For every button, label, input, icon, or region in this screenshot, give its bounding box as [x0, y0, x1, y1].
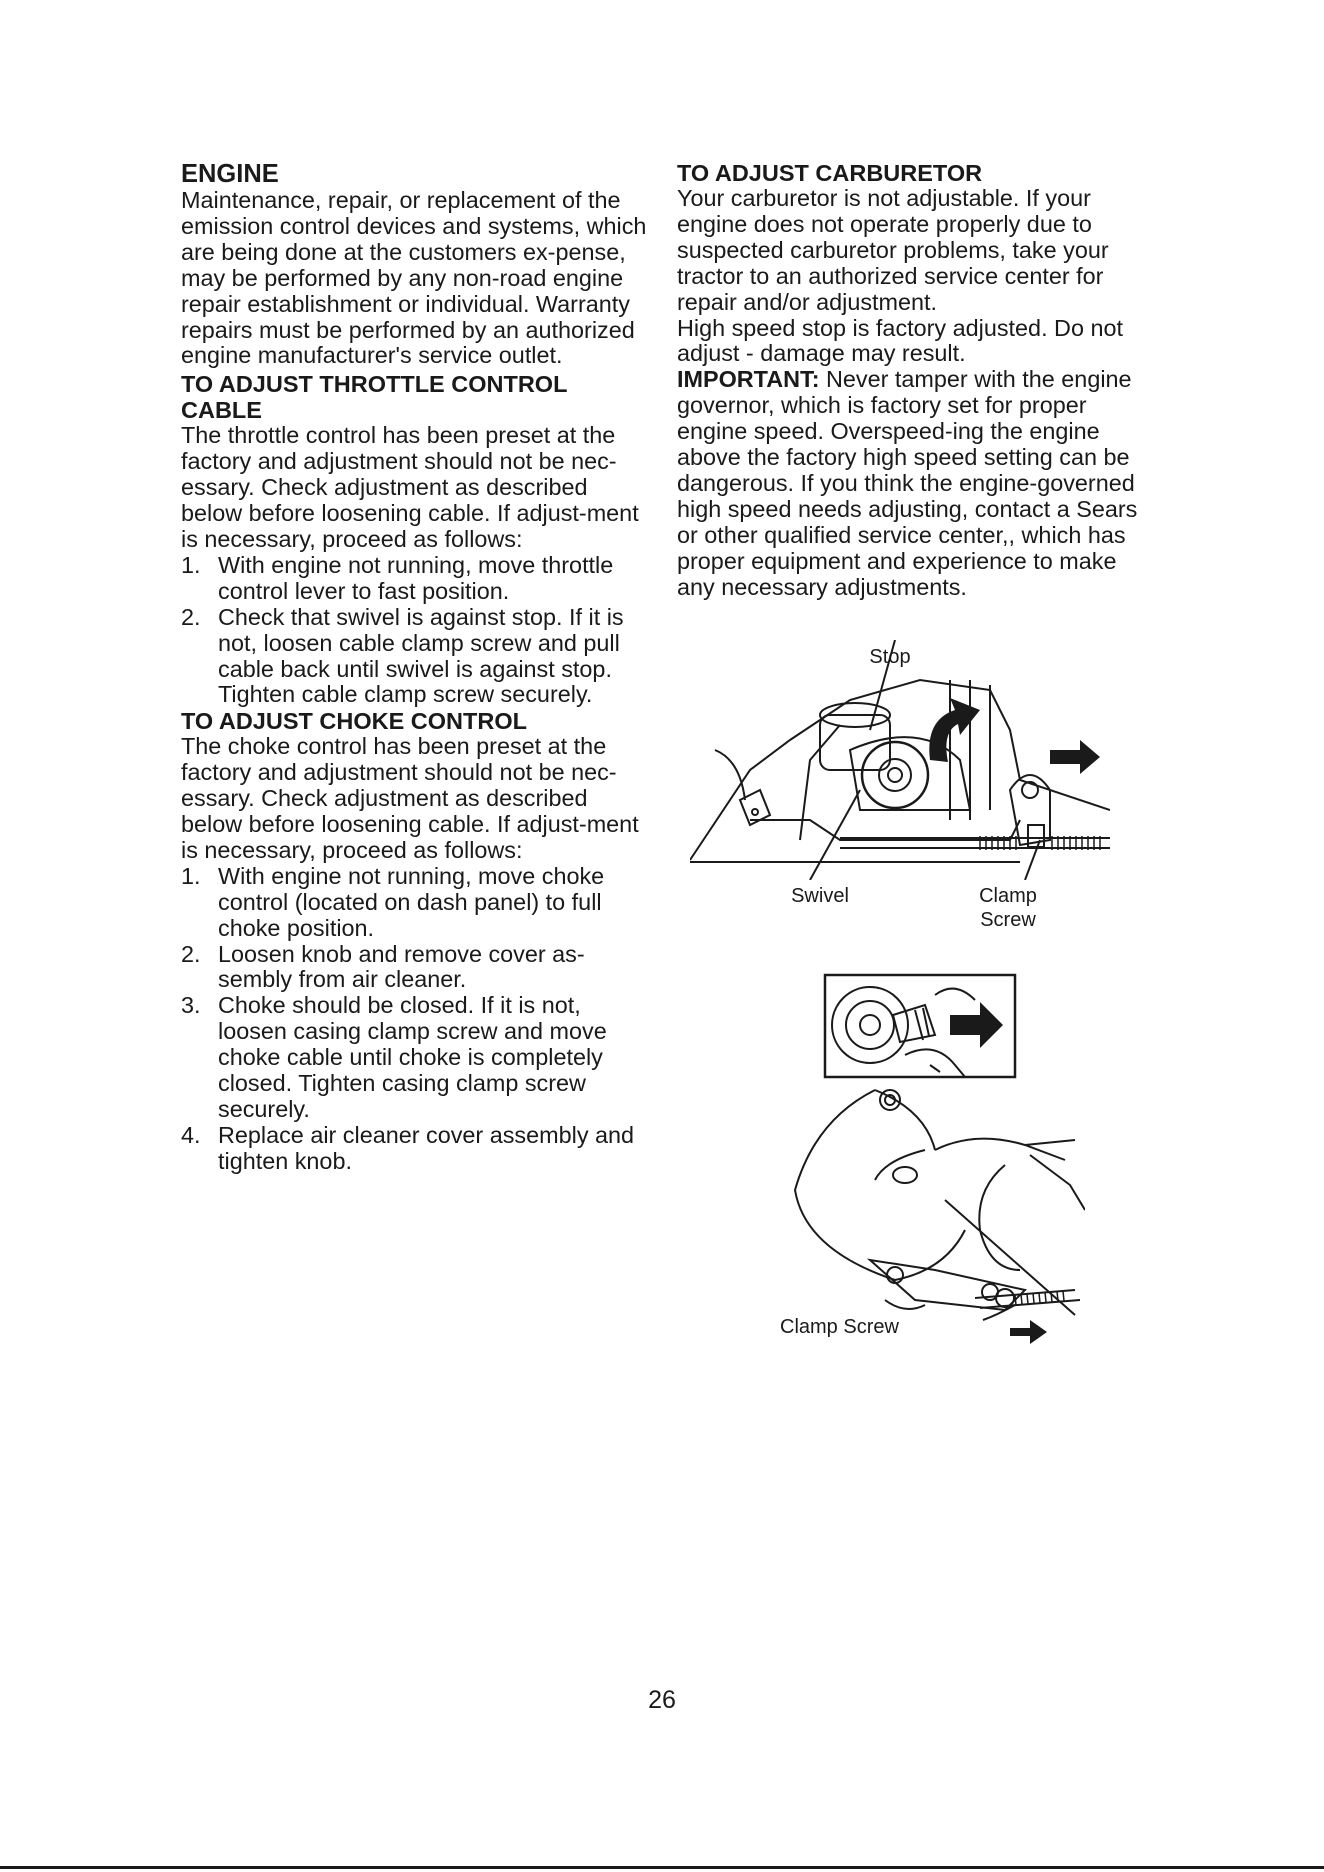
choke-body: The choke control has been preset at the factory and adjustment should not be nec-essary. Check adjustment as described below before loosening cable. If adjust-ment is necessary, proceed as follows:	[181, 733, 639, 863]
important-text: Never tamper with the engine governor, which is factory set for proper engine speed. Overspeed-ing the engine above the factory high speed setting can be dangerous. If you think the engine-governed high speed needs adjusting, contact a Sears or other qualified service center,, which has proper equipment and experience to make any necessary adjustments.	[677, 366, 1138, 600]
right-column	[677, 160, 1147, 601]
choke-step: 1. With engine not running, move choke control (located on dash panel) to full choke position.	[181, 862, 605, 941]
choke-heading: TO ADJUST CHOKE CONTROL	[181, 708, 527, 735]
screw-label: Screw	[980, 909, 1036, 931]
choke-step: 4. Replace air cleaner cover assembly and tighten knob.	[181, 1121, 635, 1174]
throttle-linkage-figure	[690, 640, 1110, 880]
clamp-label: Clamp	[979, 885, 1037, 907]
throttle-steps	[181, 553, 651, 708]
carburetor-paragraph-1: Your carburetor is not adjustable. If your engine does not operate properly due to suspected carburetor problems, take your tractor to an authorized service center for repair and/or adjustment.	[677, 185, 1109, 315]
choke-cable-figure	[775, 970, 1085, 1350]
choke-step: 2. Loosen knob and remove cover as-sembly from air cleaner.	[181, 940, 585, 993]
throttle-body: The throttle control has been preset at the factory and adjustment should not be nec-essary. Check adjustment as described below before loosening cable. If adjust-ment is necessary, proceed as follows:	[181, 422, 639, 552]
throttle-heading: TO ADJUST THROTTLE CONTROL CABLE	[181, 371, 568, 424]
carburetor-paragraph-2: High speed stop is factory adjusted. Do not adjust - damage may result.	[677, 314, 1123, 367]
footer-rule	[0, 1866, 1324, 1869]
engine-heading: ENGINE	[181, 160, 279, 188]
left-column	[181, 160, 651, 1175]
clamp-screw-label: Clamp Screw	[780, 1316, 899, 1338]
page-number: 26	[648, 1686, 676, 1714]
throttle-step: 1. With engine not running, move throttle control lever to fast position.	[181, 551, 614, 604]
stop-label: Stop	[869, 646, 911, 668]
choke-steps	[181, 864, 651, 1175]
throttle-step: 2. Check that swivel is against stop. If it is not, loosen cable clamp screw and pull cable back until swivel is against stop. Tighten cable clamp screw securely.	[181, 603, 624, 708]
carburetor-heading: TO ADJUST CARBURETOR	[677, 160, 983, 186]
engine-body: Maintenance, repair, or replacement of the emission control devices and systems, which are being done at the customers ex-pense, may be performed by any non-road engine repair establishment or individual. Warranty repairs must be performed by an authorized engine manufacturer's service outlet.	[181, 187, 647, 369]
choke-cable-illustration	[775, 970, 1085, 1350]
choke-step: 3. Choke should be closed. If it is not, loosen casing clamp screw and move choke cable until choke is completely closed. Tighten casing clamp screw securely.	[181, 992, 607, 1122]
important-note	[677, 367, 1147, 600]
swivel-label: Swivel	[791, 885, 849, 907]
important-label: IMPORTANT:	[677, 366, 820, 393]
throttle-linkage-illustration	[690, 640, 1110, 880]
